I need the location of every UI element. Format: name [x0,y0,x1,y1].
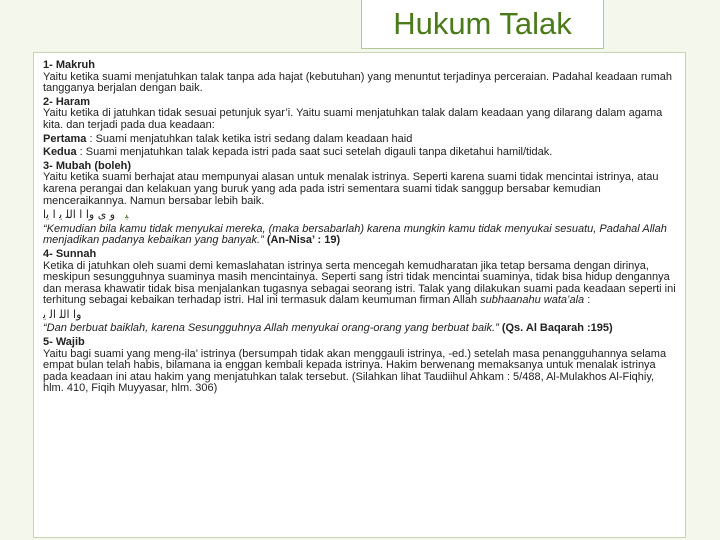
sunnah-quote [43,323,677,335]
sunnah-text-main: Ketika di jatuhkan oleh suami demi kemaslahatan istrinya serta mencegah kemudharatan jika tetap bersama dengan dirinya, meskipun sesungguhnya suaminya masih mencintainya. Seperti sang istri tidak mencintai suaminya, tidak bisa hidup dengannya dan merasa khawatir tidak bisa menjalankan tugasnya sebagai seorang istri. Talak yang dilakukan suami pada keadaan seperti ini terhitung sebagai kebaikan terhadap istri. Hal ini termasuk dalam keumuman firman Allah [43,259,676,307]
sunnah-text-italic: subhaanahu wata’ala [480,294,585,307]
haram-second [43,147,677,159]
haram-second-label: Kedua [43,146,77,159]
wajib-text: Yaitu bagi suami yang meng-ila’ istrinya (bersumpah tidak akan menggauli istrinya, -ed.) setelah masa penangguhannya selama empat bulan telah habis, bilamana ia enggan kembali kepada istrinya. Hakim berwenang memaksanya untuk menalak istrinya pada keadaan ini atau hakim yang menjatuhkan talak tersebut. (Silahkan lihat Taudiihul Ahkam : 5/488, Al-Mulakhos Al-Fiqhiy, hlm. 410, Fiqih Muyyasar, hlm. 306) [43,347,667,395]
sunnah-text-end: : [584,294,591,307]
haram-first [43,134,677,146]
title-box [361,0,604,49]
mubah-arabic-line [43,209,677,222]
makruh-text: Yaitu ketika suami menjatuhkan talak tanpa ada hajat (kebutuhan) yang menuntut terjadinya perceraian. Padahal keadaan rumah tangganya berjalan dengan baik. [43,70,673,95]
sunnah-arabic-line [43,309,677,322]
mubah-heading: 3- Mubah (boleh) [43,159,131,172]
content-body [43,60,677,395]
slide-title: Hukum Talak [393,6,572,41]
wajib-heading: 5- Wajib [43,336,85,349]
makruh-heading: 1- Makruh [43,59,95,71]
mubah-quote-ref: (An-Nisa’ : 19) [263,234,341,247]
mubah-text: Yaitu ketika suami berhajat atau mempunyai alasan untuk menalak istrinya. Seperti karena suami tidak mencintai istrinya, atau karena perangai dan kelakuan yang buruk yang ada pada istri sementara suami tidak sanggup bersabar kemudian menceraikannya. Namun bersabar lebih baik. [43,171,659,207]
mubah-quote [43,224,677,247]
sunnah-heading: 4- Sunnah [43,247,97,260]
sunnah-quote-ref: (Qs. Al Baqarah :195) [498,322,613,335]
haram-text: Yaitu ketika di jatuhkan tidak sesuai petunjuk syar’i. Yaitu suami menjatuhkan talak dalam keadaan yang dilarang dalam agama kita. dan terjadi pada dua keadaan: [43,107,663,131]
haram-second-text: : Suami menjatuhkan talak kepada istri pada saat suci setelah digauli tanpa diketahui hamil/tidak. [76,146,553,159]
sunnah-text [43,261,677,307]
haram-heading: 2- Haram [43,95,91,108]
mubah-arabic: ﻭ ﻯ ﻭﺍ ﺍ ﺍﻟﻠ ﻳ ﺍ ﻳﺍ [43,208,116,222]
haram-first-label: Pertama [43,132,87,145]
mubah-arabic-mark: ﻴ [125,208,129,222]
sunnah-arabic: ﻭﺍ ﺍﻟﻠ ﺍﻟ ﻳ [43,307,82,321]
haram-first-text: : Suami menjatuhkan talak ketika istri sedang dalam keadaan haid [86,132,413,145]
sunnah-quote-text: “Dan berbuat baiklah, karena Sesungguhnya Allah menyukai orang-orang yang berbuat baik.” [43,322,499,335]
mubah-quote-text: “Kemudian bila kamu tidak menyukai mereka, (maka bersabarlah) karena mungkin kamu tidak menyukai sesuatu, Padahal Allah menjadikan padanya kebaikan yang banyak.” [43,222,667,247]
